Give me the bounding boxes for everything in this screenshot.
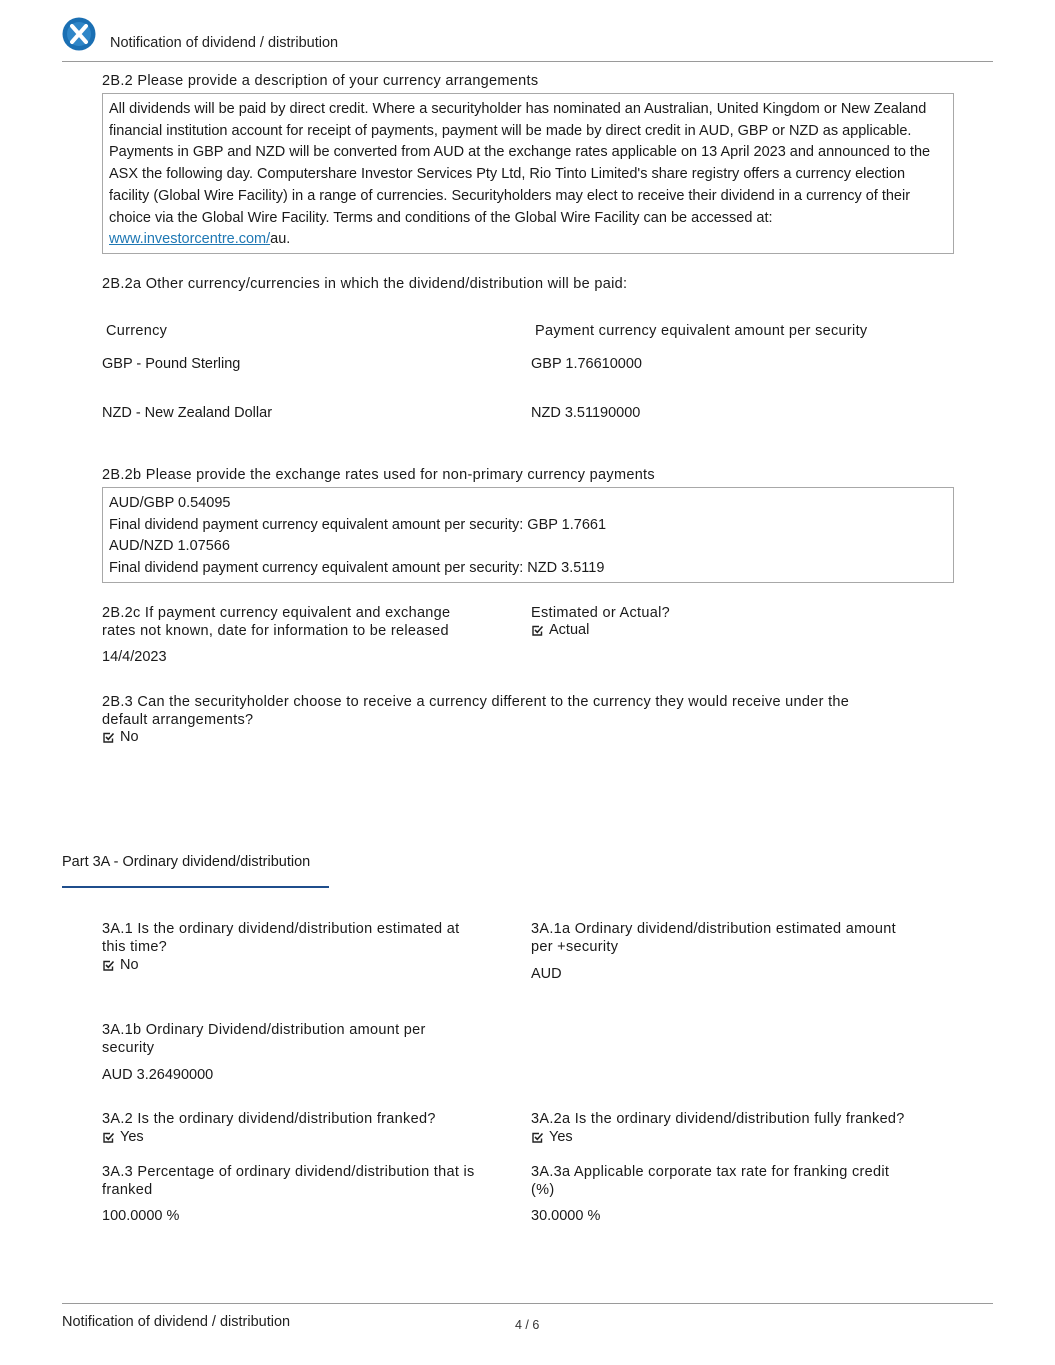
question-2b3: 2B.3 Can the securityholder choose to receive a currency different to the currency they would receive under the default arrangements? bbox=[102, 694, 850, 728]
answer-3a2a: Yes bbox=[531, 1129, 573, 1145]
page-number: 4 / 6 bbox=[515, 1318, 540, 1332]
exchange-rate-line: AUD/NZD 1.07566 bbox=[109, 538, 230, 555]
currency-row-1-name: GBP - Pound Sterling bbox=[102, 356, 241, 372]
exchange-rate-line: AUD/GBP 0.54095 bbox=[109, 495, 231, 511]
question-2b2: 2B.2 Please provide a description of your currency arrangements bbox=[102, 73, 539, 89]
currency-arrangements-text: All dividends will be paid by direct credit. Where a securityholder has nominated an Australian, United Kingdom or New Zealand financial institution account for receipt of payments, payment will be made by direct credit in AUD, GBP or NZD as applicable. Payments in GBP and NZD will be converted from AUD at the exchange rates applicable on 13 April 2023 and announced to the ASX the following day. Computershare Investor Services Pty Ltd, Rio Tinto Limited's share registry offers a currency election facility (Global Wire Facility) in a range of currencies. Securityholders may elect to receive their dividend in a currency of their choice via the Global Wire Facility. Terms and conditions of the Global Wire Facility can be accessed at: bbox=[109, 101, 931, 226]
question-3a1a: 3A.1a Ordinary dividend/distribution estimated amount per +security bbox=[531, 921, 896, 955]
answer-3a1: No bbox=[102, 957, 139, 973]
currency-arrangements-box bbox=[102, 93, 954, 254]
currency-row-1-amount: GBP 1.76610000 bbox=[531, 356, 642, 372]
currency-row-2-amount: NZD 3.51190000 bbox=[531, 405, 641, 421]
info-release-date: 14/4/2023 bbox=[102, 649, 167, 665]
question-3a1b: 3A.1b Ordinary Dividend/distribution amount per security bbox=[102, 1022, 426, 1056]
value-3a1b: AUD 3.26490000 bbox=[102, 1067, 214, 1083]
part-3a-underline bbox=[62, 886, 329, 888]
header-title: Notification of dividend / distribution bbox=[110, 35, 339, 51]
investorcentre-link[interactable]: www.investorcentre.com/ bbox=[109, 231, 271, 248]
answer-3a2: Yes bbox=[102, 1129, 144, 1145]
question-3a3a: 3A.3a Applicable corporate tax rate for franking credit (%) bbox=[531, 1164, 890, 1198]
question-3a3: 3A.3 Percentage of ordinary dividend/distribution that is franked bbox=[102, 1164, 475, 1198]
checkbox-checked-icon bbox=[102, 959, 115, 972]
exchange-rate-line: Final dividend payment currency equivalent amount per security: NZD 3.5119 bbox=[109, 560, 605, 577]
asx-logo-icon bbox=[62, 17, 96, 51]
footer-divider bbox=[62, 1303, 993, 1304]
header-divider bbox=[62, 61, 993, 62]
checkbox-checked-icon bbox=[102, 731, 115, 744]
exchange-rates-box bbox=[102, 487, 954, 583]
question-2b2b: 2B.2b Please provide the exchange rates used for non-primary currency payments bbox=[102, 467, 655, 483]
checkbox-checked-icon bbox=[531, 1131, 544, 1144]
column-header-amount: Payment currency equivalent amount per security bbox=[535, 323, 868, 339]
checkbox-checked-icon bbox=[102, 1131, 115, 1144]
value-3a1a: AUD bbox=[531, 966, 562, 982]
part-3a-title: Part 3A - Ordinary dividend/distribution bbox=[62, 854, 311, 870]
value-3a3: 100.0000 % bbox=[102, 1208, 180, 1224]
estimated-or-actual-answer: Actual bbox=[531, 622, 589, 638]
question-2b2c: 2B.2c If payment currency equivalent and exchange rates not known, date for information to be released bbox=[102, 605, 451, 639]
answer-2b3: No bbox=[102, 729, 139, 745]
question-3a2a: 3A.2a Is the ordinary dividend/distribution fully franked? bbox=[531, 1111, 905, 1127]
value-3a3a: 30.0000 % bbox=[531, 1208, 601, 1224]
question-3a2: 3A.2 Is the ordinary dividend/distribution franked? bbox=[102, 1111, 436, 1127]
checkbox-checked-icon bbox=[531, 624, 544, 637]
footer-title: Notification of dividend / distribution bbox=[62, 1314, 291, 1330]
question-2b2a: 2B.2a Other currency/currencies in which the dividend/distribution will be paid: bbox=[102, 276, 628, 292]
question-estimated-or-actual: Estimated or Actual? bbox=[531, 605, 670, 621]
exchange-rate-line: Final dividend payment currency equivalent amount per security: GBP 1.7661 bbox=[109, 516, 607, 533]
column-header-currency: Currency bbox=[106, 323, 168, 339]
currency-arrangements-text-end: au. bbox=[270, 231, 291, 248]
question-3a1: 3A.1 Is the ordinary dividend/distribution estimated at this time? bbox=[102, 921, 460, 955]
currency-row-2-name: NZD - New Zealand Dollar bbox=[102, 405, 273, 421]
